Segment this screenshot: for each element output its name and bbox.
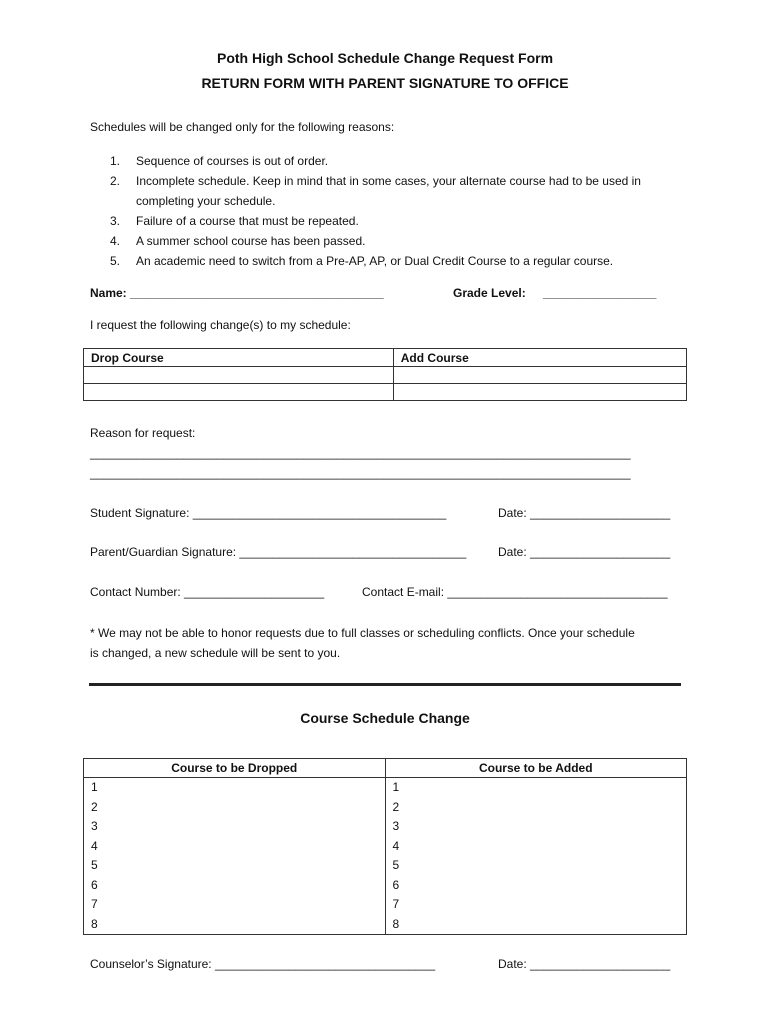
dropped-cell[interactable]: 4 [84,837,386,857]
reasons-list [110,151,641,271]
course-added-header: Course to be Added [385,759,687,778]
list-text: completing your schedule. [136,194,276,208]
dropped-cell[interactable]: 3 [84,817,386,837]
table-row [84,895,687,915]
parent-signature-field[interactable]: Parent/Guardian Signature: __________________________________ [90,545,467,559]
list-text: An academic need to switch from a Pre-AP, AP, or Dual Credit Course to a regular course. [136,254,614,268]
table-header-row [84,759,687,778]
course-dropped-header: Course to be Dropped [84,759,386,778]
dropped-cell[interactable]: 6 [84,876,386,896]
student-date-field[interactable]: Date: _____________________ [498,506,671,520]
added-cell[interactable]: 4 [385,837,687,857]
list-item [110,211,641,231]
list-item [110,231,641,251]
added-cell[interactable]: 6 [385,876,687,896]
list-text: Incomplete schedule. Keep in mind that in some cases, your alternate course had to be used in [136,174,641,188]
table-row [84,837,687,857]
drop-course-cell[interactable] [84,367,394,384]
request-table [83,348,687,401]
grade-level-field[interactable]: _________________ [543,286,657,300]
parent-date-field[interactable]: Date: _____________________ [498,545,671,559]
list-number: 3. [110,214,121,228]
drop-course-cell[interactable] [84,384,394,401]
table-row [84,876,687,896]
table-row [84,384,687,401]
added-cell[interactable]: 8 [385,915,687,935]
table-row [84,915,687,935]
reason-label: Reason for request: [90,426,196,440]
added-cell[interactable]: 5 [385,856,687,876]
list-item [110,191,641,211]
counselor-signature-field[interactable]: Counselor’s Signature: _________________________________ [90,957,436,971]
dropped-cell[interactable]: 1 [84,778,386,798]
dropped-cell[interactable]: 5 [84,856,386,876]
list-number: 5. [110,254,121,268]
list-text: Sequence of courses is out of order. [136,154,329,168]
contact-email-field[interactable]: Contact E-mail: _________________________________ [362,585,668,599]
added-cell[interactable]: 7 [385,895,687,915]
reason-line[interactable]: _________________________________________________________________________________ [90,466,631,480]
reason-line[interactable]: _________________________________________________________________________________ [90,446,631,460]
list-item [110,251,641,271]
list-text: Failure of a course that must be repeated. [136,214,359,228]
table-row [84,367,687,384]
table-row [84,817,687,837]
added-cell[interactable]: 1 [385,778,687,798]
added-cell[interactable]: 2 [385,798,687,818]
list-number: 1. [110,154,121,168]
student-signature-field[interactable]: Student Signature: ______________________________________ [90,506,447,520]
list-text: A summer school course has been passed. [136,234,366,248]
section-divider [89,683,681,686]
list-number: 2. [110,174,121,188]
grade-level-label: Grade Level: [453,286,526,300]
add-course-header: Add Course [393,349,686,367]
note-text: * We may not be able to honor requests due to full classes or scheduling conflicts. Once your schedule [90,626,635,640]
course-schedule-table [83,758,687,935]
add-course-cell[interactable] [393,384,686,401]
add-course-cell[interactable] [393,367,686,384]
table-row [84,798,687,818]
form-title: Poth High School Schedule Change Request Form [216,50,554,66]
table-row [84,856,687,876]
dropped-cell[interactable]: 8 [84,915,386,935]
drop-course-header: Drop Course [84,349,394,367]
name-field[interactable]: Name: ______________________________________ [90,286,384,300]
list-item [110,151,641,171]
section-title: Course Schedule Change [300,710,470,726]
list-item [110,171,641,191]
request-text: I request the following change(s) to my schedule: [90,318,351,332]
table-header-row [84,349,687,367]
added-cell[interactable]: 3 [385,817,687,837]
counselor-date-field[interactable]: Date: _____________________ [498,957,671,971]
note-text: is changed, a new schedule will be sent to you. [90,646,341,660]
intro-text: Schedules will be changed only for the following reasons: [90,120,395,134]
dropped-cell[interactable]: 7 [84,895,386,915]
table-row [84,778,687,798]
contact-number-field[interactable]: Contact Number: _____________________ [90,585,325,599]
list-number: 4. [110,234,121,248]
form-subtitle: RETURN FORM WITH PARENT SIGNATURE TO OFFICE [201,75,569,91]
dropped-cell[interactable]: 2 [84,798,386,818]
